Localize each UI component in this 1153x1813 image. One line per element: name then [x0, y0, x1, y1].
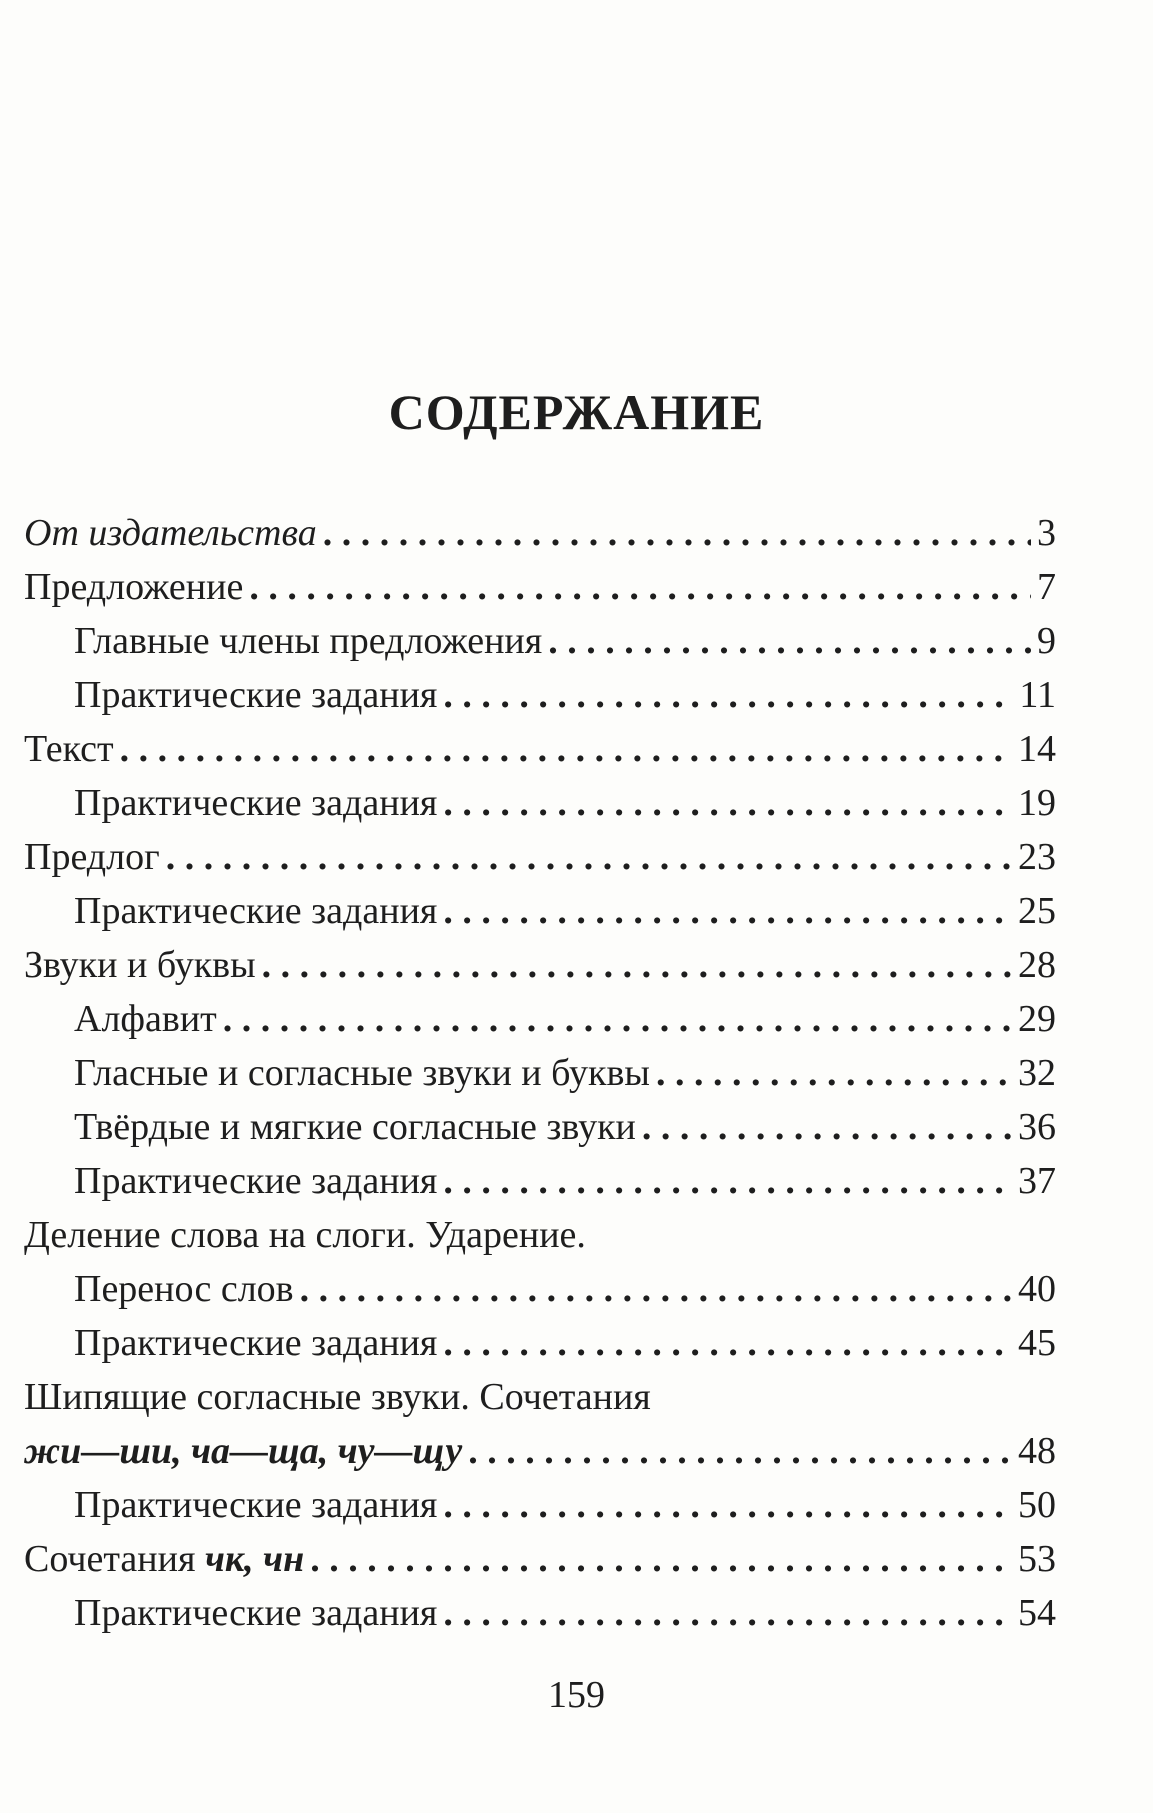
table-of-contents	[24, 506, 1056, 1640]
dot-leader	[548, 614, 1031, 668]
toc-entry-page: 37	[1018, 1160, 1056, 1202]
toc-entry-label-emphasis: чк, чн	[204, 1538, 305, 1580]
toc-entry-label: Текст	[24, 728, 114, 770]
toc-entry-page: 45	[1018, 1322, 1056, 1364]
toc-entry	[24, 1262, 1056, 1316]
toc-entry-page: 36	[1018, 1106, 1056, 1148]
toc-entry	[24, 1478, 1056, 1532]
dot-leader	[262, 938, 1012, 992]
toc-entry-label	[24, 1532, 304, 1586]
toc-entry	[24, 992, 1056, 1046]
dot-leader	[120, 722, 1012, 776]
dot-leader	[249, 560, 1031, 614]
dot-leader	[223, 992, 1012, 1046]
toc-entry-heading	[24, 1208, 1056, 1262]
toc-entry-label: Практические задания	[74, 1484, 438, 1526]
toc-entry-label: Практические задания	[74, 1322, 438, 1364]
dot-leader	[443, 1154, 1012, 1208]
dot-leader	[300, 1262, 1012, 1316]
toc-entry-page: 54	[1018, 1592, 1056, 1634]
toc-entry	[24, 506, 1056, 560]
toc-entry-page: 7	[1037, 566, 1056, 608]
toc-entry	[24, 1154, 1056, 1208]
toc-entry-page: 9	[1037, 620, 1056, 662]
toc-entry	[24, 776, 1056, 830]
toc-entry-page: 28	[1018, 944, 1056, 986]
toc-entry-page: 48	[1018, 1430, 1056, 1472]
toc-entry	[24, 884, 1056, 938]
toc-entry-label: Деление слова на слоги. Ударение.	[24, 1214, 586, 1256]
toc-entry-page: 32	[1018, 1052, 1056, 1094]
toc-entry-label: Практические задания	[74, 674, 438, 716]
dot-leader	[310, 1532, 1012, 1586]
toc-entry-page: 19	[1018, 782, 1056, 824]
toc-entry-label: жи—ши, ча—ща, чу—щу	[24, 1430, 463, 1472]
toc-entry	[24, 560, 1056, 614]
toc-entry-label: Предложение	[24, 566, 244, 608]
dot-leader	[443, 668, 1013, 722]
toc-entry-label: Твёрдые и мягкие согласные звуки	[74, 1106, 636, 1148]
toc-entry	[24, 938, 1056, 992]
toc-entry-label: Предлог	[24, 836, 160, 878]
toc-entry	[24, 1532, 1056, 1586]
toc-entry	[24, 830, 1056, 884]
toc-entry-heading	[24, 1370, 1056, 1424]
toc-entry-label: Практические задания	[74, 1160, 438, 1202]
page-number: 159	[548, 1674, 605, 1716]
toc-entry-label: Алфавит	[74, 998, 217, 1040]
toc-entry-label: От издательства	[24, 512, 317, 554]
toc-entry-page: 11	[1019, 674, 1056, 716]
toc-entry-label: Главные члены предложения	[74, 620, 543, 662]
toc-entry-page: 29	[1018, 998, 1056, 1040]
dot-leader	[323, 506, 1031, 560]
toc-entry-page: 53	[1018, 1538, 1056, 1580]
toc-entry	[24, 722, 1056, 776]
toc-entry	[24, 1046, 1056, 1100]
toc-entry-label: Гласные и согласные звуки и буквы	[74, 1052, 650, 1094]
toc-entry-page: 40	[1018, 1268, 1056, 1310]
toc-entry-page: 14	[1018, 728, 1056, 770]
dot-leader	[166, 830, 1012, 884]
toc-entry	[24, 614, 1056, 668]
toc-entry-label: Звуки и буквы	[24, 944, 256, 986]
toc-entry-label: Практические задания	[74, 1592, 438, 1634]
toc-entry-page: 3	[1037, 512, 1056, 554]
toc-entry-page: 50	[1018, 1484, 1056, 1526]
dot-leader	[443, 776, 1012, 830]
dot-leader	[443, 1316, 1012, 1370]
toc-entry	[24, 1316, 1056, 1370]
toc-entry-label: Практические задания	[74, 890, 438, 932]
dot-leader	[642, 1100, 1012, 1154]
page-title: СОДЕРЖАНИЕ	[388, 384, 765, 440]
dot-leader	[468, 1424, 1012, 1478]
toc-entry	[24, 1100, 1056, 1154]
toc-entry	[24, 1424, 1056, 1478]
toc-entry-label-text: Сочетания	[24, 1538, 196, 1580]
toc-entry	[24, 668, 1056, 722]
toc-entry-label: Перенос слов	[74, 1268, 294, 1310]
dot-leader	[443, 1586, 1012, 1640]
dot-leader	[443, 1478, 1012, 1532]
toc-entry-label: Шипящие согласные звуки. Сочетания	[24, 1376, 651, 1418]
toc-entry-label: Практические задания	[74, 782, 438, 824]
dot-leader	[443, 884, 1012, 938]
dot-leader	[656, 1046, 1012, 1100]
toc-entry-page: 23	[1018, 836, 1056, 878]
toc-entry-page: 25	[1018, 890, 1056, 932]
toc-entry	[24, 1586, 1056, 1640]
